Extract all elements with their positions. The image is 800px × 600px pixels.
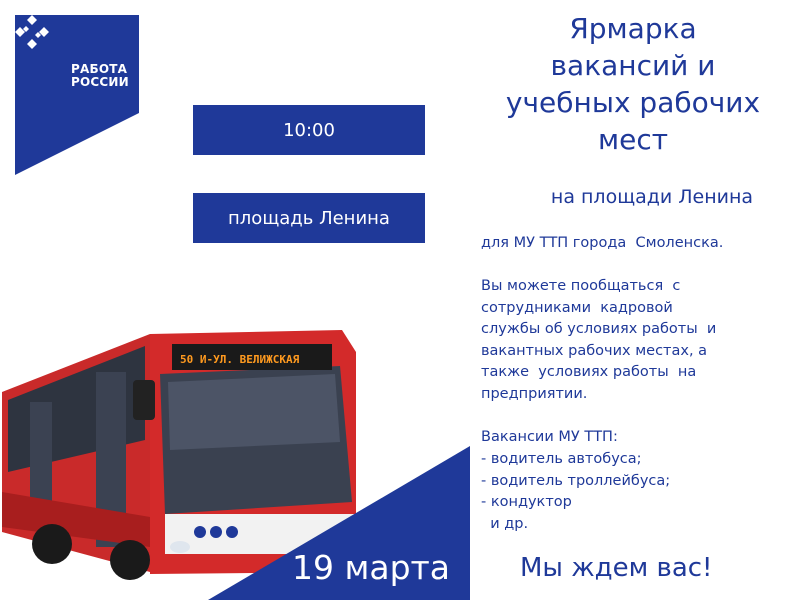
event-title: Ярмарка вакансий и учебных рабочих мест <box>505 12 761 156</box>
logo-line-2: РОССИИ <box>71 75 129 89</box>
time-label: 10:00 <box>283 119 335 141</box>
vacancies-title: Вакансии МУ ТТП: <box>481 429 618 445</box>
audience-text: для МУ ТТП города Смоленска. <box>481 235 724 251</box>
logo-line-1: РАБОТА <box>71 62 128 76</box>
event-subtitle: на площади Ленина <box>550 186 754 208</box>
description-text: Вы можете пообщаться с сотрудниками кадровой службы об условиях работы и вакантных рабочих местах, а также условиях работы на предприятии. <box>481 278 717 402</box>
closing-text: Мы ждем вас! <box>520 553 713 583</box>
vacancies-list: - водитель автобуса; - водитель троллейбуса; - кондуктор и др. <box>481 451 671 532</box>
bus-destination-text: 50 И-УЛ. ВЕЛИЖСКАЯ <box>180 353 300 366</box>
place-label: площадь Ленина <box>228 207 390 229</box>
event-date: 19 марта <box>292 548 450 587</box>
